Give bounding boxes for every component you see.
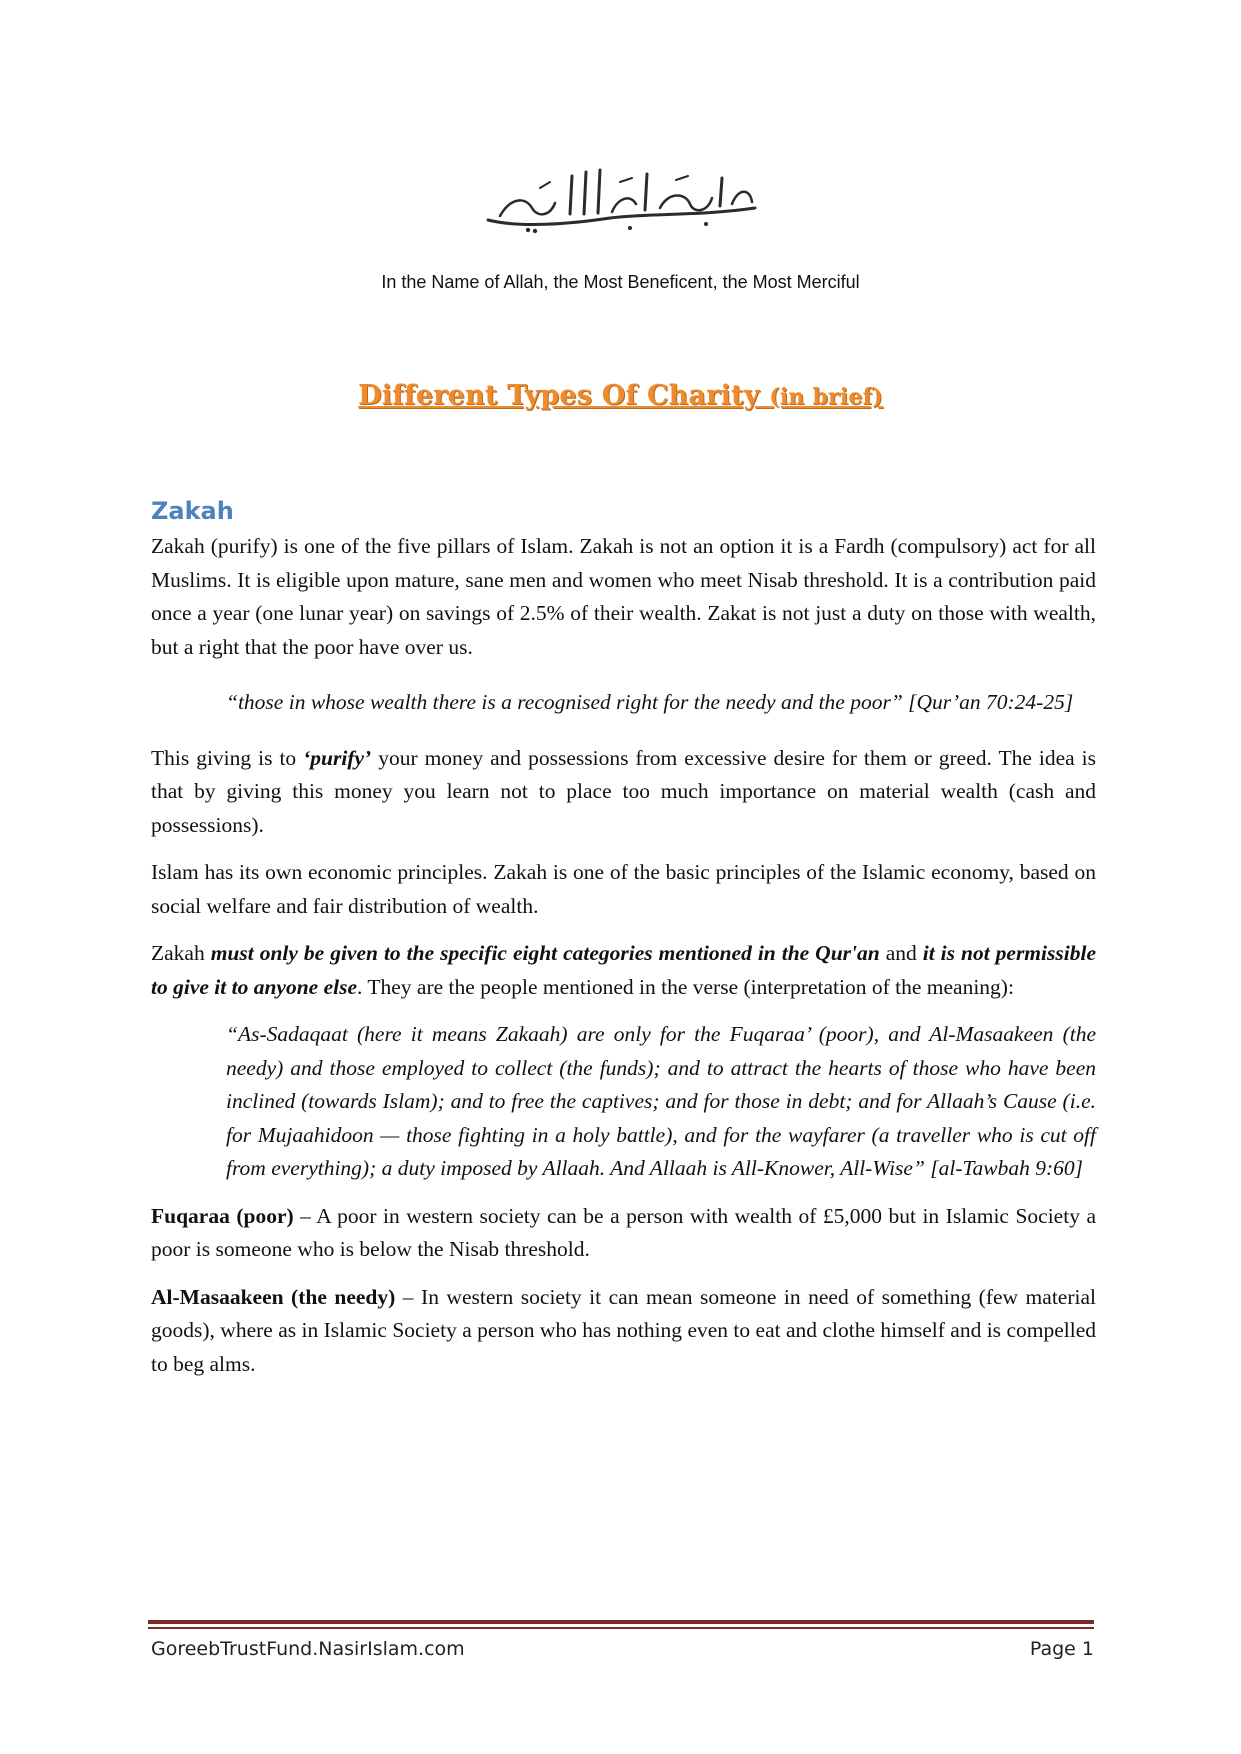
zakah-paragraph-2 xyxy=(151,742,1096,843)
page-title-main: Different Types Of Charity xyxy=(358,380,760,411)
p2-text-a: This giving is to xyxy=(151,745,304,770)
footer-divider-thin xyxy=(148,1627,1094,1629)
p2-text-b: your money and possessions from excessive desire for them or greed. The idea is that by giving this money you learn not to place too much importance on material wealth (cash and possessions). xyxy=(151,745,1096,837)
footer-divider-thick xyxy=(148,1620,1094,1624)
definition-masaakeen xyxy=(151,1281,1096,1382)
main-content xyxy=(151,496,1096,1381)
definition-masaakeen-text: – In western society it can mean someone in need of something (few material goods), where as in Islamic Society a person who has nothing even to eat and clothe himself and is compelled to beg alms. xyxy=(151,1284,1096,1376)
term-fuqaraa: Fuqaraa (poor) xyxy=(151,1203,294,1228)
p4-emphasis-1: must only be given to the specific eight categories mentioned in the Qur'an xyxy=(210,941,880,965)
bismillah-calligraphy-icon xyxy=(480,158,765,238)
section-heading-zakah: Zakah xyxy=(151,497,234,525)
p4-text-c: and xyxy=(879,941,923,965)
zakah-paragraph-3: Islam has its own economic principles. Zakah is one of the basic principles of the Islamic economy, based on social welfare and fair distribution of wealth. xyxy=(151,860,1096,918)
zakah-paragraph-4 xyxy=(151,937,1096,1004)
quran-quote-2: “As-Sadaqaat (here it means Zakaah) are only for the Fuqaraa’ (poor), and Al-Masaakeen (the needy) and those employed to collect (the funds); and to attract the hearts of those who have been inclined (towards Islam); and to free the captives; and for those in debt; and for Allaah’s Cause (i.e. for Mujaahidoon — those fighting in a holy battle), and for the wayfarer (a traveller who is cut off from everything); a duty imposed by Allaah. And Allaah is All-Knower, All-Wise” [al-Tawbah 9:60] xyxy=(226,1022,1096,1180)
p4-text-e: . They are the people mentioned in the verse (interpretation of the meaning): xyxy=(357,974,1014,999)
definition-fuqaraa xyxy=(151,1200,1096,1267)
definition-fuqaraa-text: – A poor in western society can be a person with wealth of £5,000 but in Islamic Society a poor is someone who is below the Nisab threshold. xyxy=(151,1203,1096,1261)
page-title-suffix: (in brief) xyxy=(769,384,883,410)
p4-emphasis-2: it is not permissible to give it to anyone else xyxy=(151,941,1096,999)
term-masaakeen: Al-Masaakeen (the needy) xyxy=(151,1284,396,1309)
footer-page-number: Page 1 xyxy=(1029,1638,1094,1660)
quran-quote-1: “those in whose wealth there is a recognised right for the needy and the poor” [Qur’an 70:24-25] xyxy=(226,690,1074,714)
page-title xyxy=(0,380,1241,411)
footer-site: GoreebTrustFund.NasirIslam.com xyxy=(151,1638,465,1660)
p2-emphasis: ‘purify’ xyxy=(303,745,372,770)
invocation-text: In the Name of Allah, the Most Beneficent, the Most Merciful xyxy=(381,272,860,292)
p4-text-a: Zakah xyxy=(151,941,211,965)
zakah-paragraph-1: Zakah (purify) is one of the five pillars of Islam. Zakah is not an option it is a Fardh (compulsory) act for all Muslims. It is eligible upon mature, sane men and women who meet Nisab threshold. It is a contribution paid once a year (one lunar year) on savings of 2.5% of their wealth. Zakat is not just a duty on those with wealth, but a right that the poor have over us. xyxy=(151,534,1096,659)
